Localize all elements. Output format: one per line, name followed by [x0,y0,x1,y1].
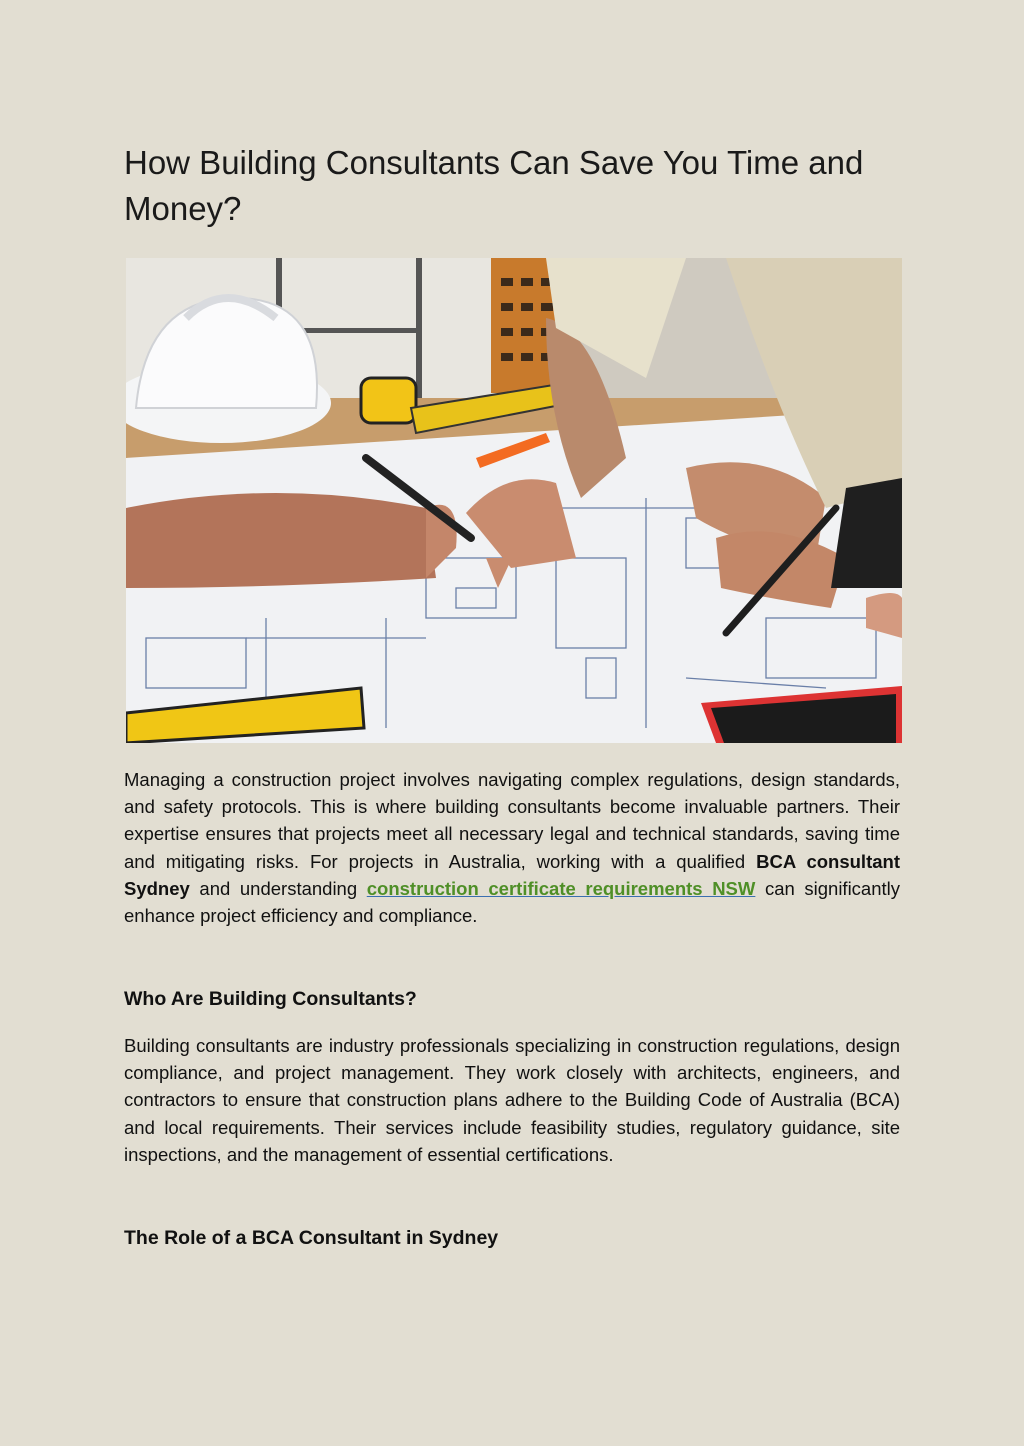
intro-text-part3: can significantly enhance project efficiency and compliance. [124,877,901,927]
construction-certificate-link[interactable]: construction certificate requirements NSW [366,877,756,899]
intro-paragraph [124,766,900,929]
intro-text-part1: Managing a construction project involves navigating complex regulations, design standards, and safety protocols. This is where building consultants become invaluable partners. Their expertise ensures that projects meet all necessary legal and technical standards, saving time and mitigating risks. For projects in Australia, working with a qualified [124,769,900,872]
section-body-who: Building consultants are industry professionals specializing in construction regulations, design compliance, and project management. They work closely with architects, engineers, and contractors to ensure that construction plans adhere to the Building Code of Australia (BCA) and local requirements. Their services include feasibility studies, regulatory guidance, site inspections, and the management of essential certifications. [124,1035,900,1165]
construction-blueprint-photo [126,258,902,743]
photo-illustration [126,258,902,743]
intro-text-part2: and understanding [189,877,367,899]
bca-consultant-bold: BCA consultant Sydney [124,850,900,899]
page-title: How Building Consultants Can Save You Time and Money? [124,144,864,227]
section-heading-role: The Role of a BCA Consultant in Sydney [124,1227,499,1249]
section-heading-who: Who Are Building Consultants? [124,988,417,1010]
